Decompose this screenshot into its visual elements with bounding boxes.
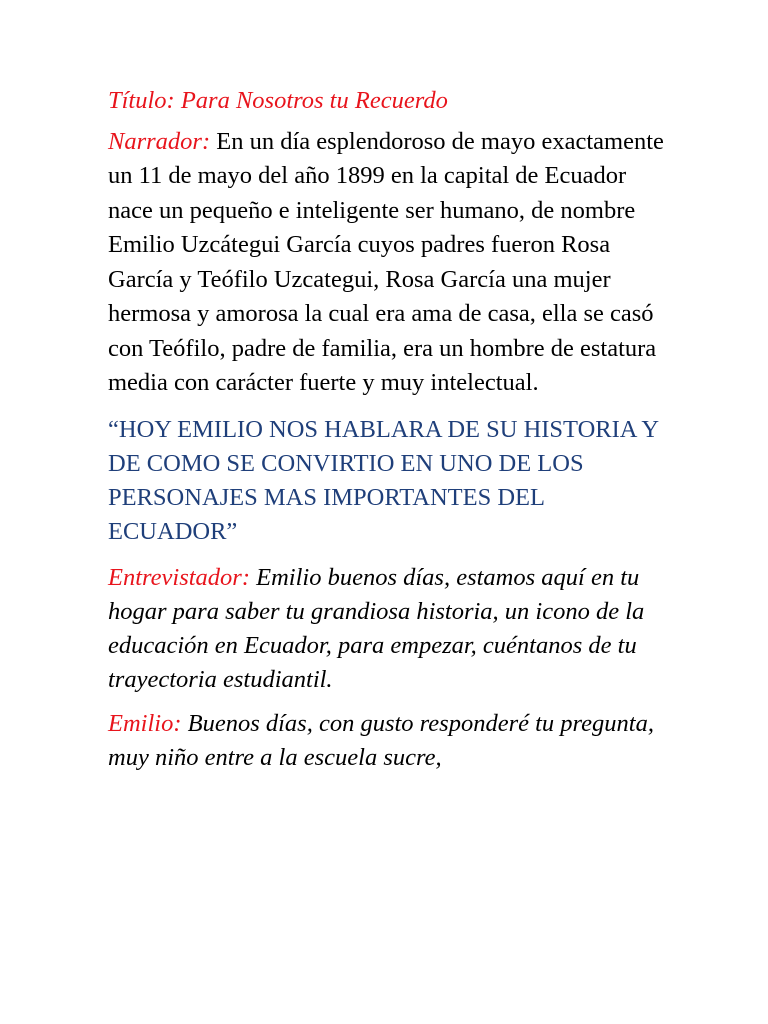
interviewer-label: Entrevistador: xyxy=(108,563,250,591)
interviewer-text: Emilio buenos días, estamos aquí en tu hogar para saber tu grandiosa historia, un icono de la educación en Ecuador, para empezar, cuéntanos de tu trayectoria estudiantil. xyxy=(108,563,645,693)
document-title: Título: Para Nosotros tu Recuerdo xyxy=(108,87,448,114)
highlight-quote: “HOY EMILIO NOS HABLARA DE SU HISTORIA Y DE COMO SE CONVIRTIO EN UNO DE LOS PERSONAJES MAS IMPORTANTES DEL ECUADOR” xyxy=(108,415,659,545)
document-page xyxy=(108,84,668,785)
interviewer-paragraph xyxy=(108,561,668,697)
narrator-paragraph xyxy=(108,125,668,401)
emilio-label: Emilio: xyxy=(108,709,182,737)
emilio-text: Buenos días, con gusto responderé tu pregunta, muy niño entre a la escuela sucre, xyxy=(108,709,654,771)
emilio-paragraph xyxy=(108,707,668,775)
narrator-label: Narrador: xyxy=(108,127,211,155)
narrator-text: En un día esplendoroso de mayo exactamente un 11 de mayo del año 1899 en la capital de Ecuador nace un pequeño e inteligente ser humano, de nombre Emilio Uzcátegui García cuyos padres fueron Rosa García y Teófilo Uzcategui, Rosa García una mujer hermosa y amorosa la cual era ama de casa, ella se casó con Teófilo, padre de familia, era un hombre de estatura media con carácter fuerte y muy intelectual. xyxy=(108,127,664,396)
